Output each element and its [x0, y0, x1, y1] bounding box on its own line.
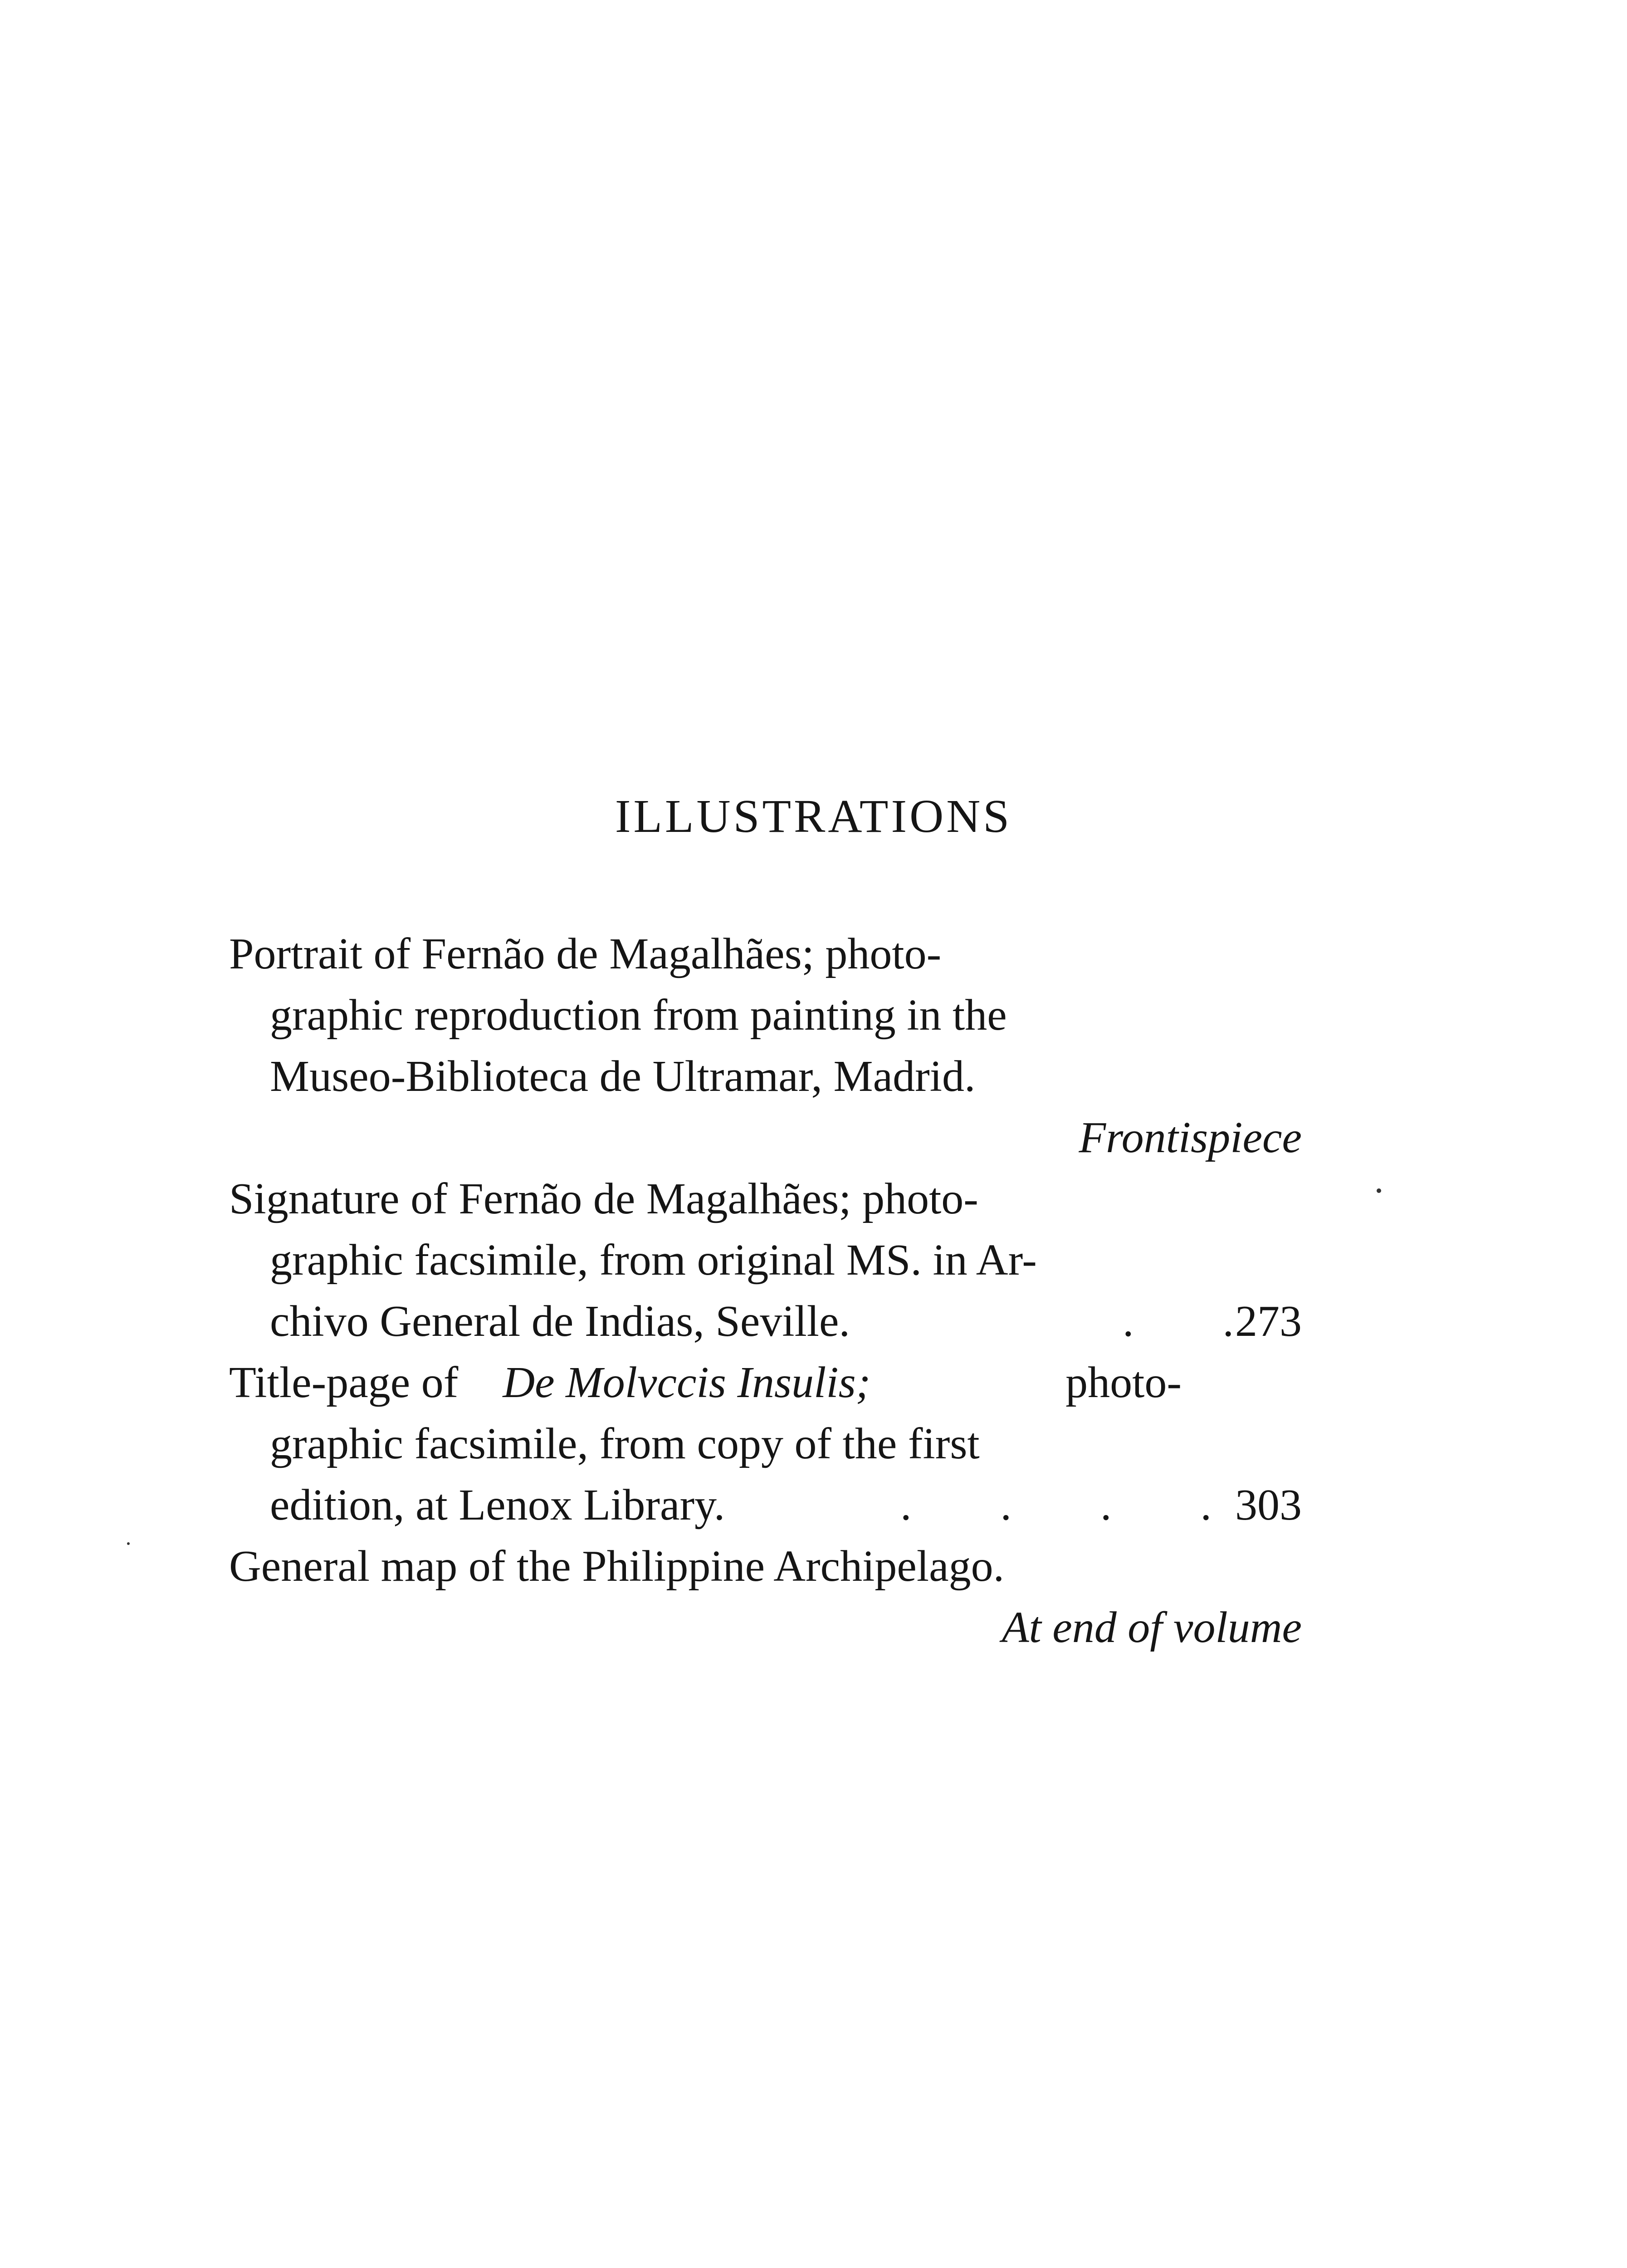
entry-placement: Frontispiece — [1079, 1113, 1302, 1162]
entry-line-with-page — [270, 1475, 1302, 1536]
page-title: ILLUSTRATIONS — [615, 790, 1012, 842]
entry-text-tail: photo- — [1065, 1358, 1182, 1407]
entry-text — [229, 1352, 870, 1413]
entry-line — [270, 985, 1182, 1046]
entry-text: graphic facsimile, from copy of the first — [270, 1419, 980, 1468]
leader-dots: . . — [1123, 1297, 1234, 1346]
entry-placement: At end of volume — [1002, 1603, 1302, 1652]
page-number: 273 — [1235, 1297, 1302, 1346]
entry-line — [229, 1168, 1182, 1230]
entry-text: Museo-Biblioteca de Ultramar, Madrid. — [270, 1052, 976, 1101]
entry-text: edition, at Lenox Library. — [270, 1481, 725, 1530]
scan-speck — [1377, 1188, 1381, 1193]
entry-text-lead: Title-page of — [229, 1358, 459, 1407]
leader-dots: . . . . — [900, 1481, 1212, 1530]
entry-line — [270, 1413, 1182, 1475]
entry-text: General map of the Philippine Archipelago. — [229, 1542, 1005, 1591]
list-item — [229, 1536, 1302, 1658]
list-item — [229, 924, 1302, 1168]
entry-line-with-page — [270, 1291, 1302, 1352]
entry-line — [229, 1536, 1302, 1597]
page-number: 303 — [1235, 1481, 1302, 1530]
entry-text: graphic reproduction from painting in the — [270, 991, 1007, 1040]
entry-line — [270, 1046, 1302, 1107]
entry-text: Signature of Fernão de Magalhães; photo- — [229, 1174, 978, 1223]
entry-text: graphic facsimile, from original MS. in Ar- — [270, 1236, 1037, 1285]
entry-line — [229, 1352, 1182, 1413]
entry-line — [229, 924, 1182, 985]
list-item — [229, 1352, 1302, 1536]
work-title: De Molvccis Insulis; — [503, 1358, 871, 1407]
illustrations-list — [229, 924, 1302, 1658]
entry-text: chivo General de Indias, Seville. — [270, 1297, 850, 1346]
entry-text: Portrait of Fernão de Magalhães; photo- — [229, 929, 942, 978]
entry-line — [270, 1230, 1182, 1291]
scan-speck — [127, 1542, 130, 1545]
list-item — [229, 1168, 1302, 1352]
